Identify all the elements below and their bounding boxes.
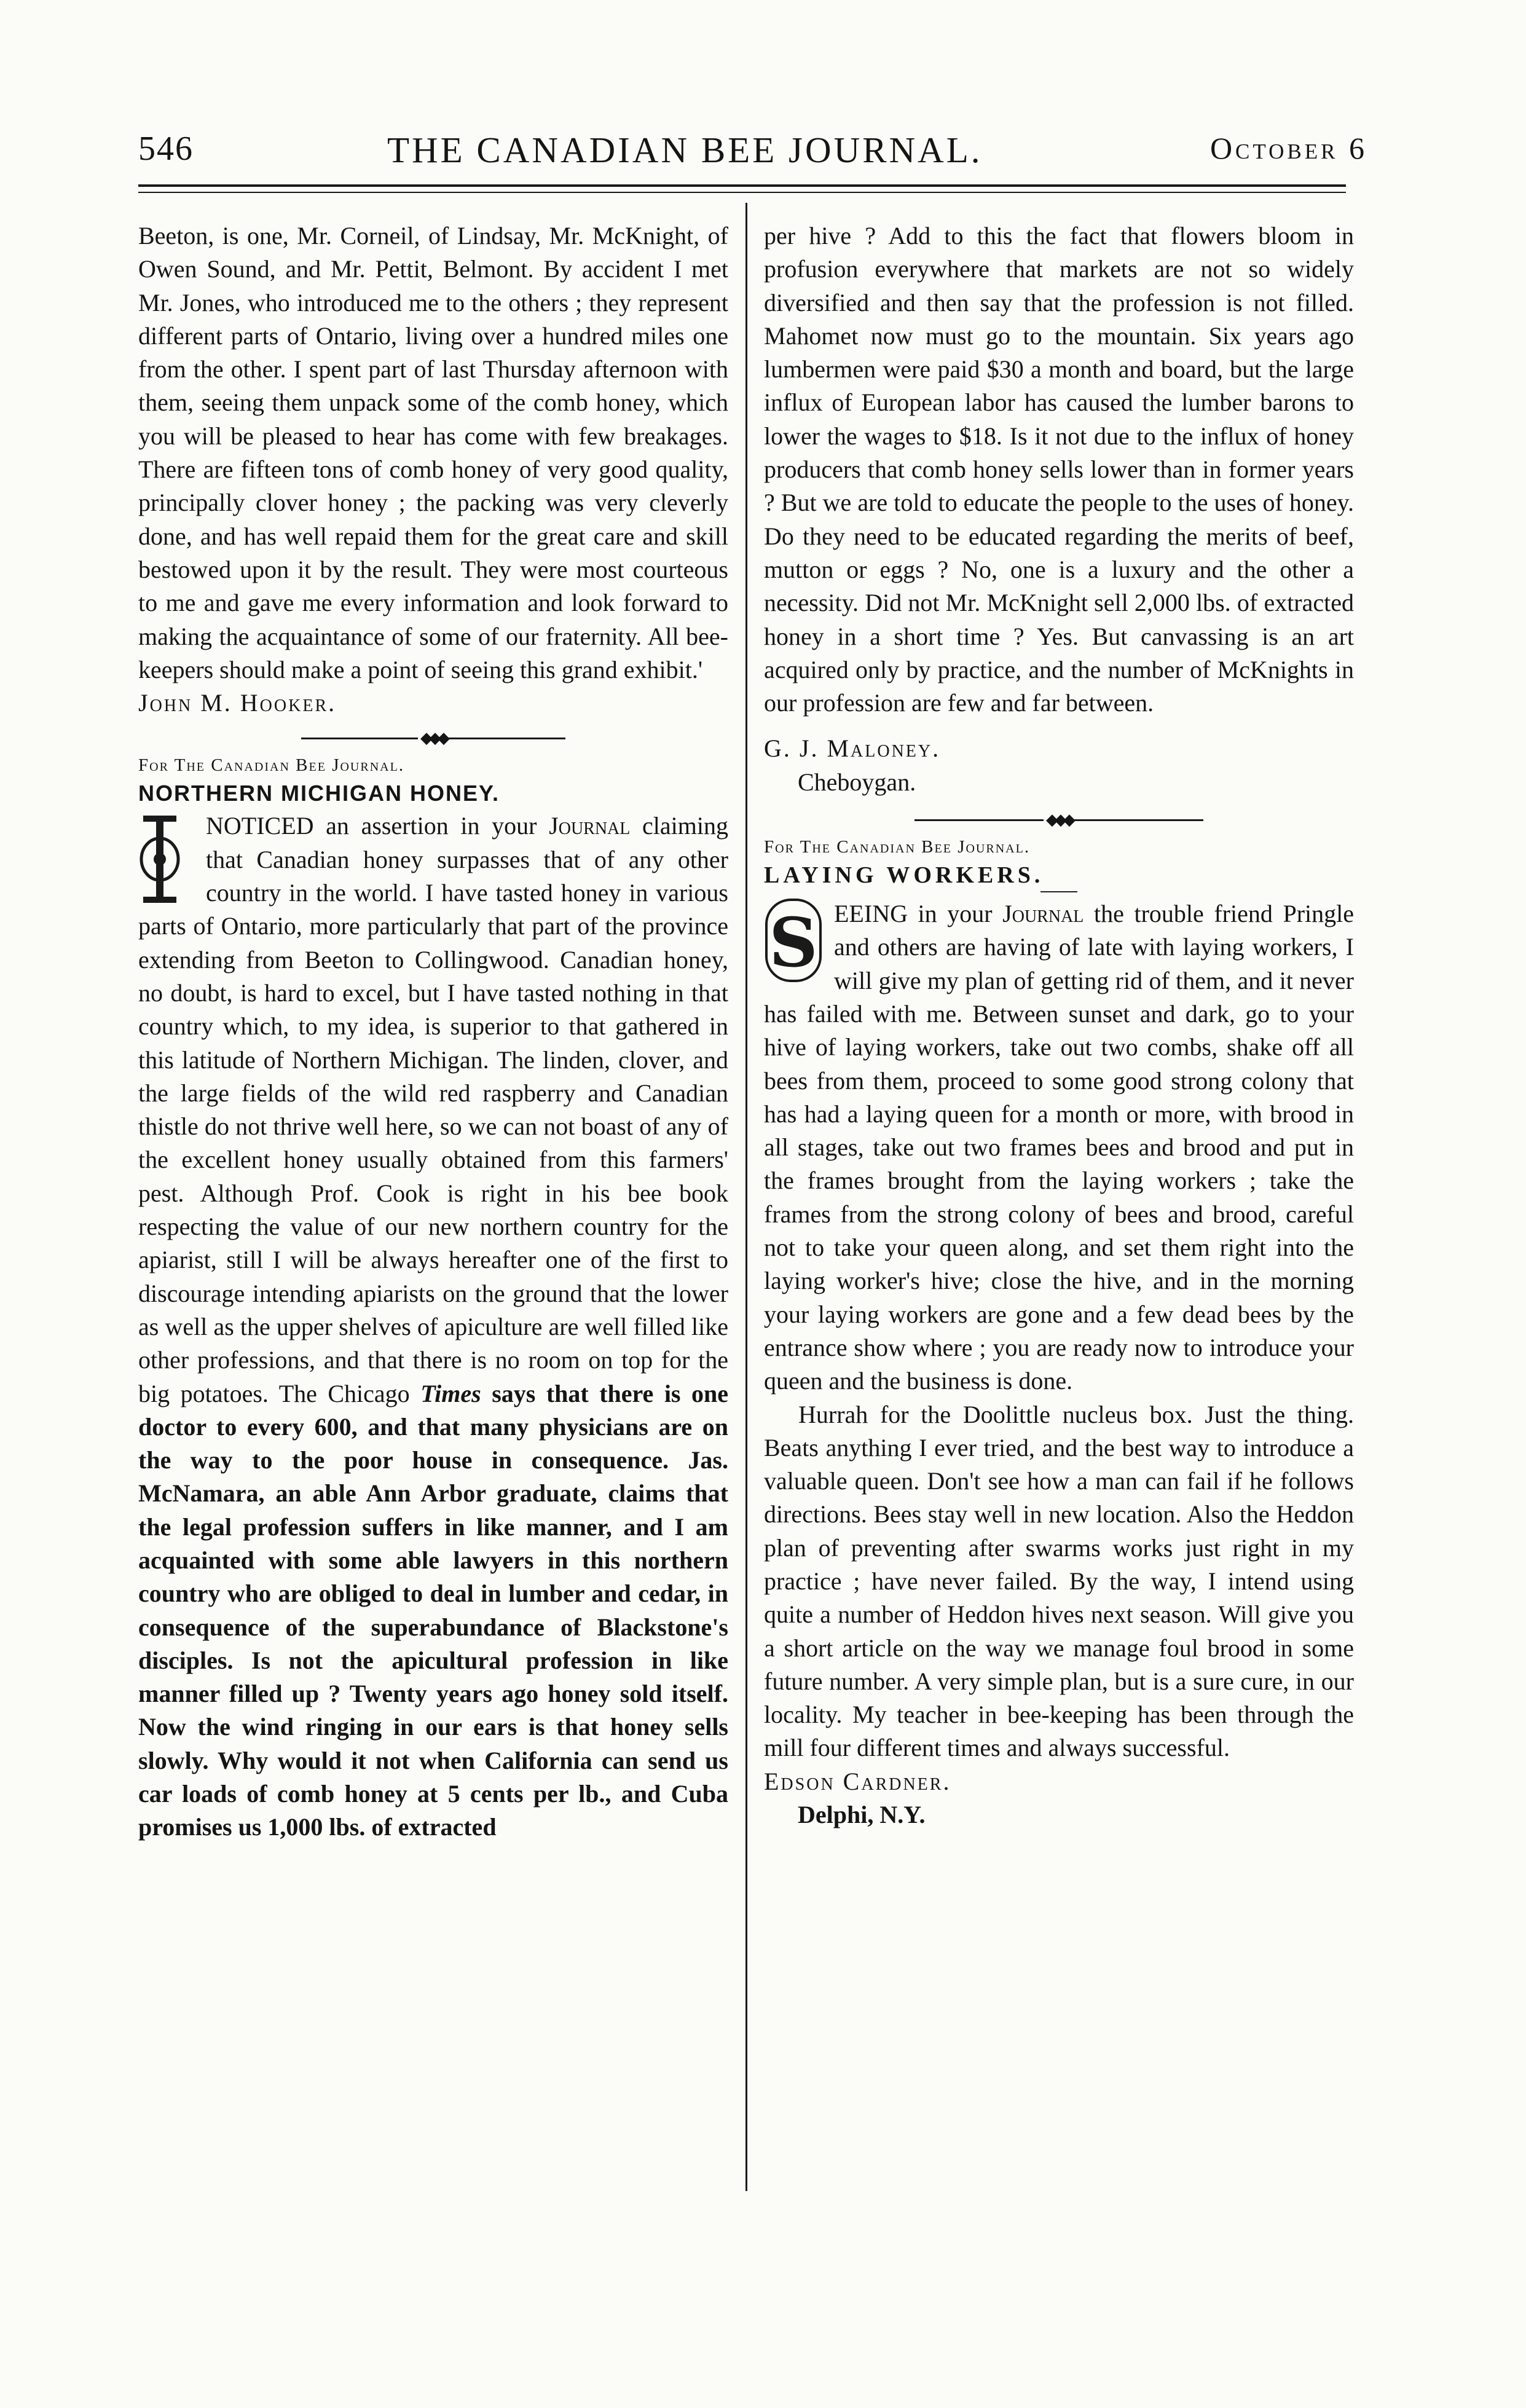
header-rule <box>138 184 1346 187</box>
column-divider <box>745 203 747 2191</box>
continued-paragraph-right: per hive ? Add to this the fact that flowers bloom in profusion everywhere that markets are not so widely diversified and then say that the profession is not filled. Mahomet now must go to the mountain. Six years ago lumbermen were paid $30 a month and board, but the large influx of European labor has caused the lumber barons to lower the wages to $18. Is it not due to the influx of honey producers that comb honey sells lower than in former years ? But we are told to educate the people to the uses of honey. Do they need to be educated regarding the merits of beef, mutton or eggs ? No, one is a luxury and the other a necessity. Did not Mr. McKnight sell 2,000 lbs. of extracted honey in a short time ? Yes. But canvassing is an art acquired only by practice, and the number of McKnights in our profession are few and far between. <box>764 222 1354 717</box>
place-delphi: Delphi, N.Y. <box>798 1801 926 1829</box>
article-paragraph-2: Hurrah for the Doolittle nucleus box. Just the thing. Beats anything I ever tried, and the best way to introduce a valuable queen. Don't see how a man can fail if he follows directions. Bees stay well in new location. Also the Heddon plan of preventing after swarms works just right in my practice ; have never failed. By the way, I intend using quite a number of Heddon hives next season. Will give you a short article on the way we manage foul brood in some future number. A very simple plan, but is a sure cure, in our locality. My teacher in bee-keeping has been through the mill four different times and always successful. <box>764 1400 1354 1762</box>
continued-paragraph: Beeton, is one, Mr. Corneil, of Lindsay, Mr. McKnight, of Owen Sound, and Mr. Pettit, Belmont. By accident I met Mr. Jones, who introduced me to the others ; they represent different parts of Ontario, living over a hundred miles one from the other. I spent part of last Thursday afternoon with them, seeing them unpack some of the comb honey, which you will be pleased to hear has come with few breakages. There are fifteen tons of comb honey of very good quality, principally clover honey ; the packing was very cleverly done, and has well repaid them for the great care and skill bestowed upon it by the result. They were most courteous to me and gave me every information and look forward to making the acquaintance of some of our fraternity. All bee-keepers should make a point of seeing this grand exhibit.' <box>138 222 728 683</box>
article-lead-right: EEING in your <box>834 900 993 928</box>
for-journal-label-right: For The Canadian Bee Journal. <box>764 837 1031 857</box>
signature-cardner: Edson Cardner. <box>764 1767 951 1795</box>
for-journal-label: For The Canadian Bee Journal. <box>138 755 405 776</box>
page-header <box>138 129 1367 184</box>
journal-word: Journal <box>549 812 631 840</box>
drop-cap-letter <box>138 813 197 905</box>
place-cheboygan: Cheboygan. <box>798 768 916 796</box>
times-word: Times <box>420 1379 481 1407</box>
drop-cap-letter-s <box>764 897 825 983</box>
journal-word-right: Journal <box>1002 900 1084 928</box>
article-title-northern-michigan: NORTHERN MICHIGAN HONEY. <box>138 781 500 806</box>
header-rule-thin <box>138 192 1346 193</box>
article-lead: NOTICED an assertion in your <box>206 812 537 840</box>
article-body-northern-michigan <box>138 809 728 1844</box>
article-text-right-1: the trouble friend Pringle and others are having of late with laying workers, I will give my plan of getting rid of them, and it never has failed with me. Between sunset and dark, go to your hive of laying workers, take out two combs, shake off all bees from them, proceed to some good strong colony that has had a laying queen for a month or more, with brood in all stages, take out two frames bees and brood and put in the frames brought from the laying workers ; take the frames from the strong colony of bees and brood, careful not to take your queen along, and set them right into the laying worker's hive; close the hive, and in the morning your laying workers are gone and a few dead bees by the entrance show where ; you are ready now to introduce your queen and the business is done. <box>764 900 1354 1395</box>
right-column <box>764 219 1354 1832</box>
article-body-laying-workers <box>764 897 1354 1398</box>
article-title-laying-workers: LAYING WORKERS. <box>764 862 1044 889</box>
ornate-i-drop-cap <box>138 813 181 905</box>
article-text-2: says that there is one doctor to every 600, and that many physicians are on the way to the poor house in consequence. Jas. McNamara, an able Ann Arbor graduate, claims that the legal profession suffers in like manner, and I am acquainted with some able lawyers in this northern country who are obliged to deal in lumber and cedar, in consequence of the superabundance of Blackstone's disciples. Is not the apicultural profession in like manner filled up ? Twenty years ago honey sold itself. Now the wind ringing in our ears is that honey sells slowly. Why would it not when California can send us car loads of comb honey at 5 cents per lb., and Cuba promises us 1,000 lbs. of extracted <box>138 1379 728 1841</box>
section-ornament: ◆◆◆ <box>138 732 728 744</box>
journal-title: THE CANADIAN BEE JOURNAL. <box>387 130 983 170</box>
article-text-1: claiming that Canadian honey surpasses that of any other country in the world. I have tasted honey in various parts of Ontario, more particularly that part of the province extending from Beeton to Collingwood. Canadian honey, no doubt, is hard to excel, but I have tasted nothing in that country which, to my idea, is superior to that gathered in this latitude of Northern Michigan. The linden, clover, and the large fields of the wild red raspberry and Canadian thistle do not thrive well here, so we can not boast of any of the excellent honey usually obtained from this farmers' pest. Although Prof. Cook is right in his bee book respecting the value of our new northern country for the apiarist, still I will be always hereafter one of the first to discourage intending apiarists on the ground that the lower as well as the upper shelves of apiculture are well filled like other professions, and that there is no room on top for the big potatoes. The Chicago <box>138 812 729 1407</box>
page-number: 546 <box>138 130 194 168</box>
signature-maloney: G. J. Maloney. <box>764 734 941 763</box>
left-column <box>138 219 728 1844</box>
signature-hooker: John M. Hooker. <box>138 689 337 717</box>
ornate-s-drop-cap <box>764 897 823 983</box>
title-underline <box>1040 891 1077 892</box>
svg-text:S: S <box>769 903 818 983</box>
issue-date: October 6 <box>1209 131 1367 165</box>
section-ornament-right: ◆◆◆ <box>764 814 1354 826</box>
